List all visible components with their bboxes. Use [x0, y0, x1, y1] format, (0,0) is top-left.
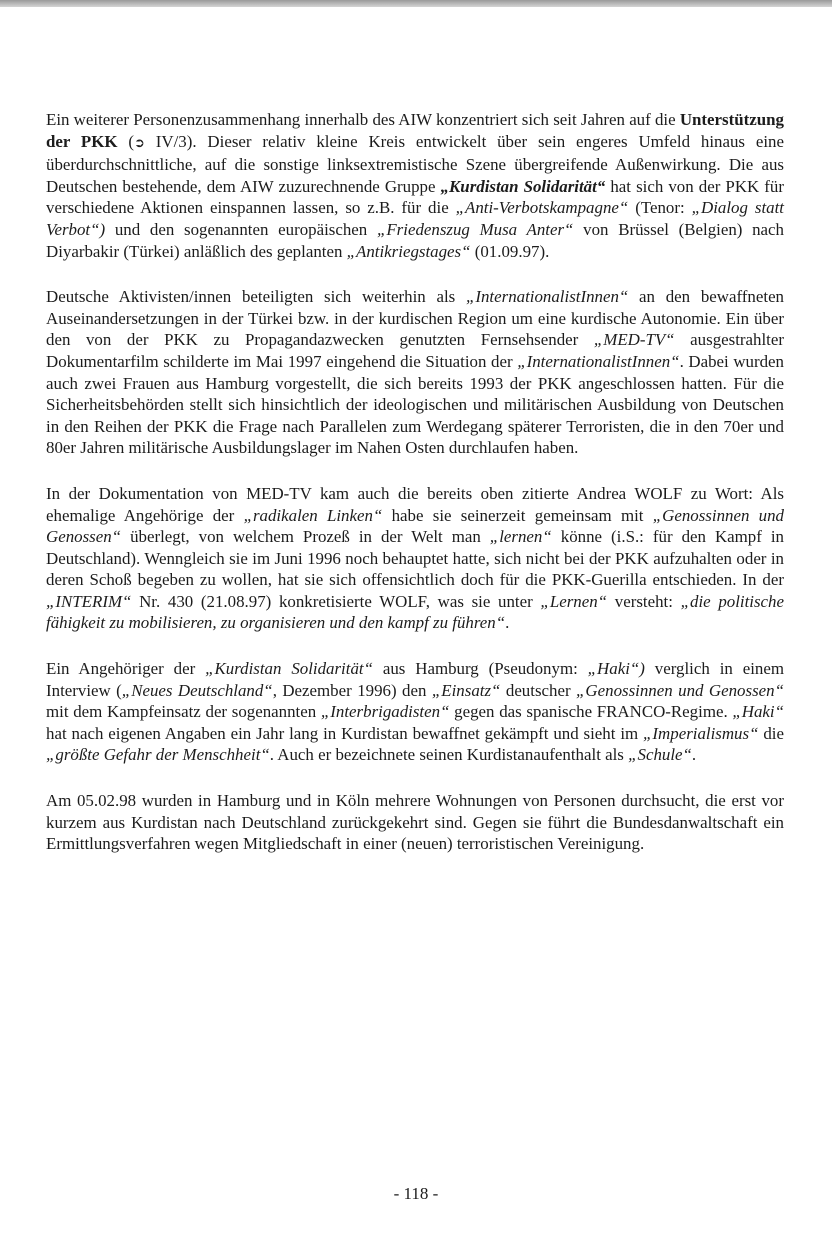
page-number: - 118 - [393, 1184, 439, 1203]
paragraph-searches: Am 05.02.98 wurden in Hamburg und in Köln mehrere Wohnungen von Personen durchsucht, die erst vor kurzem aus Kurdistan nach Deutschland zurückgekehrt sind. Gegen sie führt die Bundesdanwaltschaft ein Ermittlungsverfahren wegen Mitgliedschaft in einer (neuen) terroristischen Vereinigung. [46, 791, 784, 854]
paragraph-internationalists: Deutsche Aktivisten/innen beteiligten sich weiterhin als „InternationalistInnen“ an den bewaffneten Auseinandersetzungen in der Türkei bzw. in der kurdischen Region um eine kurdische Autonomie. Ein über den von der PKK zu Propagandazwecken genutzten Fernsehsender „MED-TV“ ausgestrahlter Dokumentarfilm schilderte im Mai 1997 eingehend die Situation der „InternationalistInnen“. Dabei wurden auch zwei Frauen aus Hamburg vorgestellt, die sich bereits 1993 der PKK angeschlossen hatten. Für die Sicherheitsbehörden stellt sich hinsichtlich der ideologischen und militärischen Ausbildung von Deutschen in den Reihen der PKK die Frage nach Parallelen zum Werdegang späterer Terroristen, die in den 70er und 80er Jahren militärische Ausbildungslager im Nahen Osten durchlaufen haben. [46, 287, 785, 458]
paragraph-pkk-support: Ein weiterer Personenzusammenhang innerhalb des AIW konzentriert sich seit Jahren auf die Unterstützung der PKK (➲ IV/3). Dieser relativ kleine Kreis entwickelt über sein engeres Umfeld hinaus eine überdurchschnittliche, auf die sonstige linksextremistische Szene übergreifende Außenwirkung. Die aus Deutschen bestehende, dem AIW zuzurechnende Gruppe „Kurdistan Solidarität“ hat sich von der PKK für verschiedene Aktionen einspannen lassen, so z.B. für die „Anti-Verbotskampagne“ (Tenor: „Dialog statt Verbot“) und den sogenannten europäischen „Friedenszug Musa Anter“ von Brüssel (Belgien) nach Diyarbakir (Türkei) anläßlich des geplanten „Antikriegstages“ (01.09.97). [46, 110, 784, 261]
group-name-kurdistan-solidaritaet: „Kurdistan Solidarität“ [440, 176, 606, 196]
paragraph-haki-interview: Ein Angehöriger der „Kurdistan Solidarität“ aus Hamburg (Pseudonym: „Haki“) verglich in einem Interview („Neues Deutschland“, Dezember 1996) den „Einsatz“ deutscher „Genossinnen und Genossen“ mit dem Kampfeinsatz der sogenannten „Interbrigadisten“ gegen das spanische FRANCO-Regime. „Haki“ hat nach eigenen Angaben ein Jahr lang in Kurdistan bewaffnet gekämpft und sieht im „Imperialismus“ die „größte Gefahr der Menschheit“. Auch er bezeichnete seinen Kurdistanaufenthalt als „Schule“. [46, 659, 784, 765]
scan-top-edge [0, 0, 832, 7]
page-body [46, 109, 784, 879]
quote-wolf: „die politische fähigkeit zu mobilisieren, zu organisieren und den kampf zu führen“ [46, 591, 784, 633]
cross-reference-arrow-icon: ➲ [134, 135, 145, 151]
paragraph-andrea-wolf: In der Dokumentation von MED-TV kam auch die bereits oben zitierte Andrea WOLF zu Wort: Als ehemalige Angehörige der „radikalen Linken“ habe sie seinerzeit gemeinsam mit „Genossinnen und Genossen“ überlegt, von welchem Prozeß in der Welt man „lernen“ könne (i.S.: für den Kampf in Deutschland). Wenngleich sie im Juni 1996 noch behauptet hatte, sich nicht bei der PKK aufzuhalten oder in deren Schoß begeben zu wollen, hat sie sich offensichtlich doch für die PKK-Guerilla entschieden. In der „INTERIM“ Nr. 430 (21.08.97) konkretisierte WOLF, was sie unter „Lernen“ versteht: „die politische fähigkeit zu mobilisieren, zu organisieren und den kampf zu führen“. [46, 483, 785, 633]
emphasis-pkk-support: Unterstützung der PKK [46, 110, 784, 151]
